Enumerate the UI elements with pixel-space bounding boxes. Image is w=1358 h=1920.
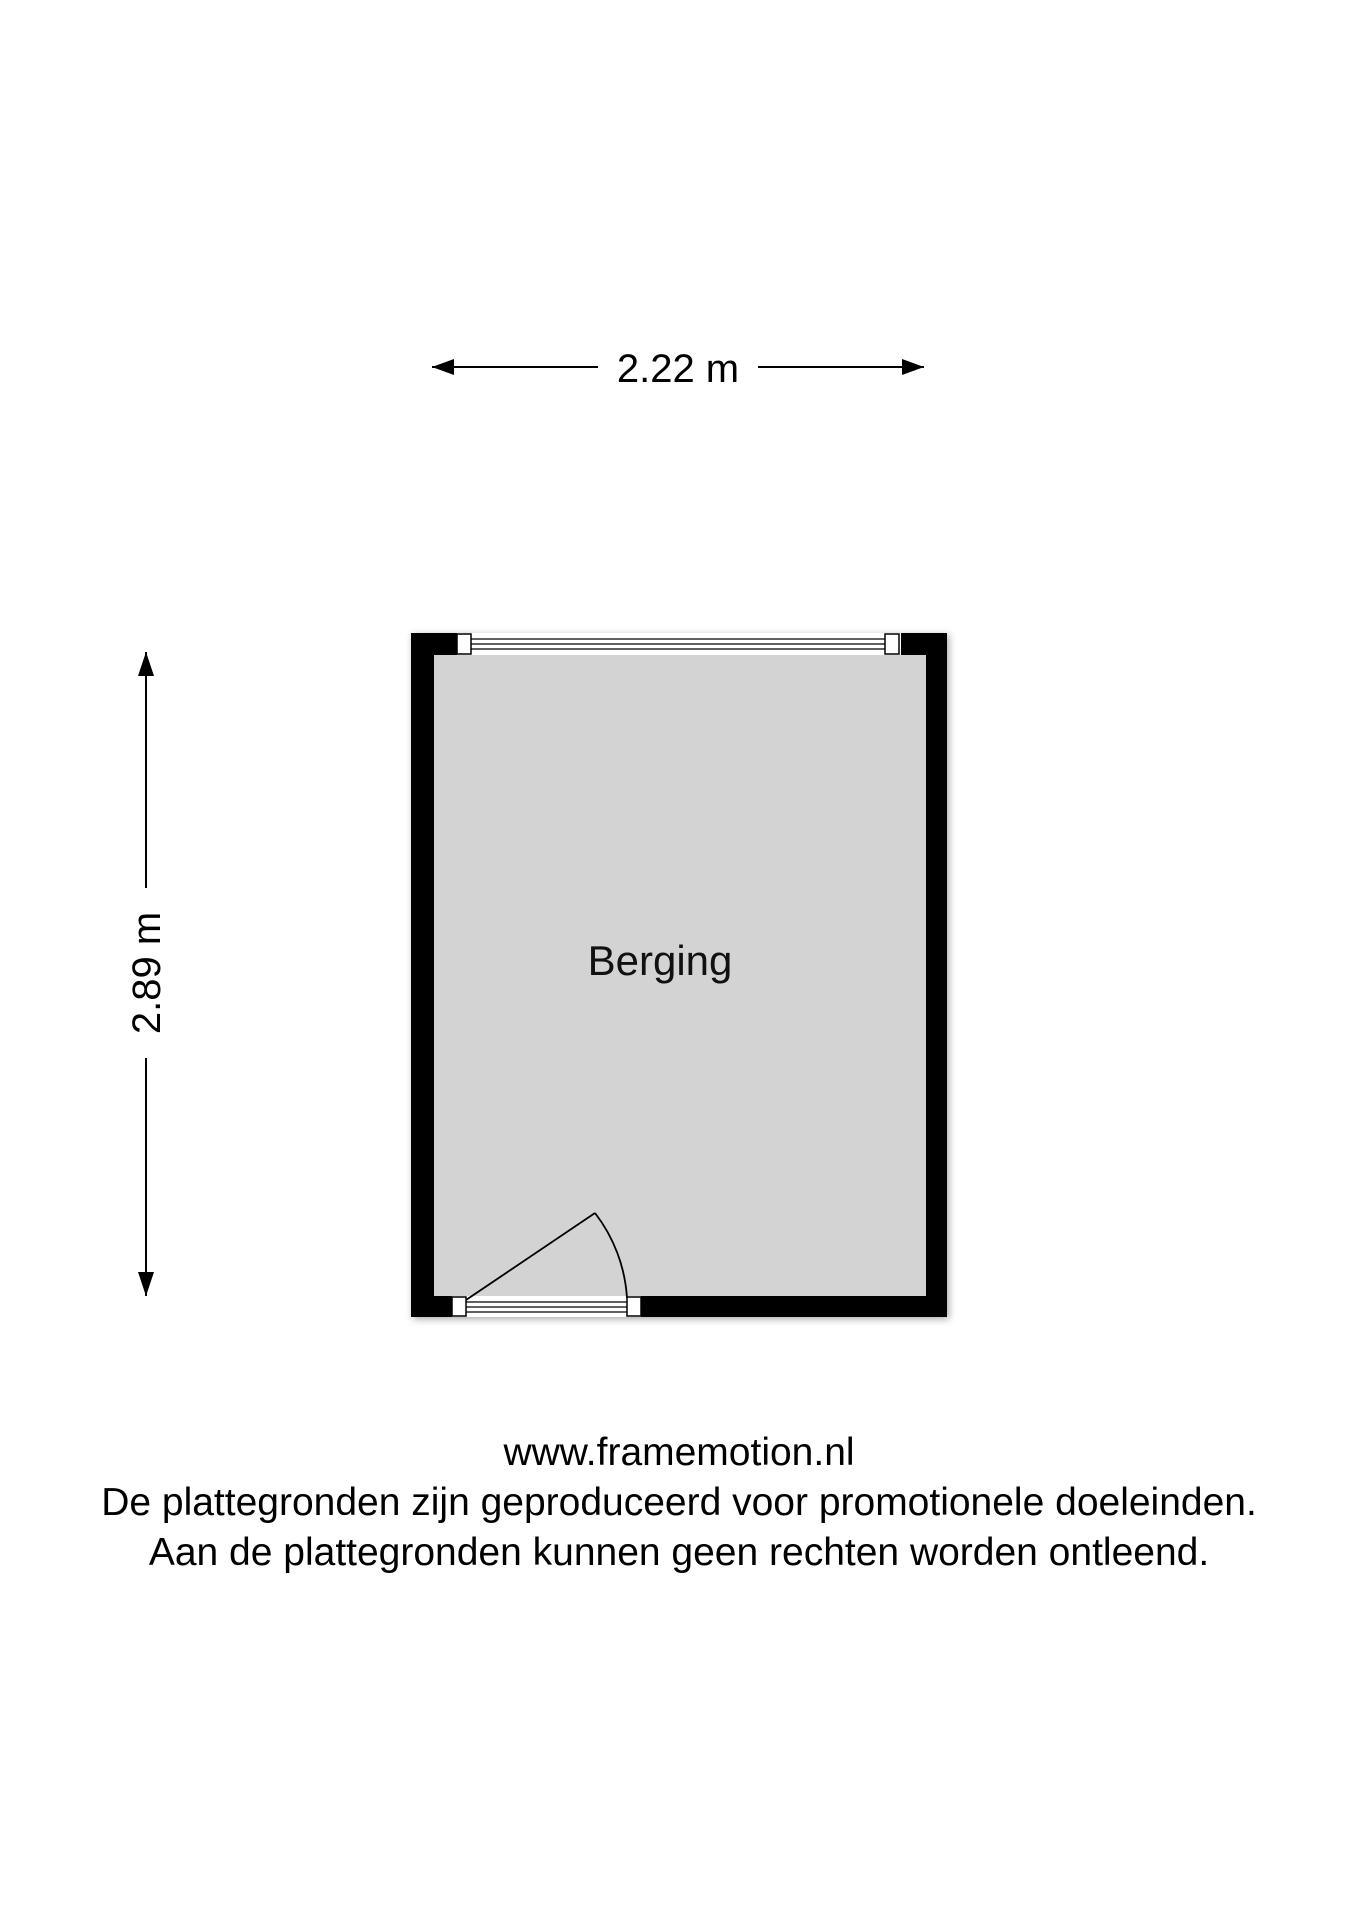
height-arrowhead-top [138, 652, 154, 676]
width-arrowhead-right [902, 359, 924, 375]
room-label: Berging [587, 937, 733, 984]
width-label: 2.22 m [616, 347, 740, 391]
height-label: 2.89 m [125, 911, 169, 1035]
height-dimension [125, 652, 169, 1296]
door-frame-right [627, 1297, 641, 1316]
website-link[interactable]: www.framemotion.nl [503, 1431, 855, 1474]
height-arrowhead-bottom [138, 1272, 154, 1296]
door-frame-left [452, 1297, 466, 1316]
top-window [457, 633, 901, 655]
disclaimer-line-1: De plattegronden zijn geproduceerd voor promotionele doeleinden. [101, 1481, 1257, 1524]
footer [0, 1428, 1358, 1578]
window-frame-right [885, 634, 899, 654]
width-dimension [432, 347, 924, 391]
disclaimer-line-2: Aan de plattegronden kunnen geen rechten worden ontleend. [148, 1531, 1210, 1574]
window-frame-left [457, 634, 471, 654]
width-arrowhead-left [432, 359, 454, 375]
